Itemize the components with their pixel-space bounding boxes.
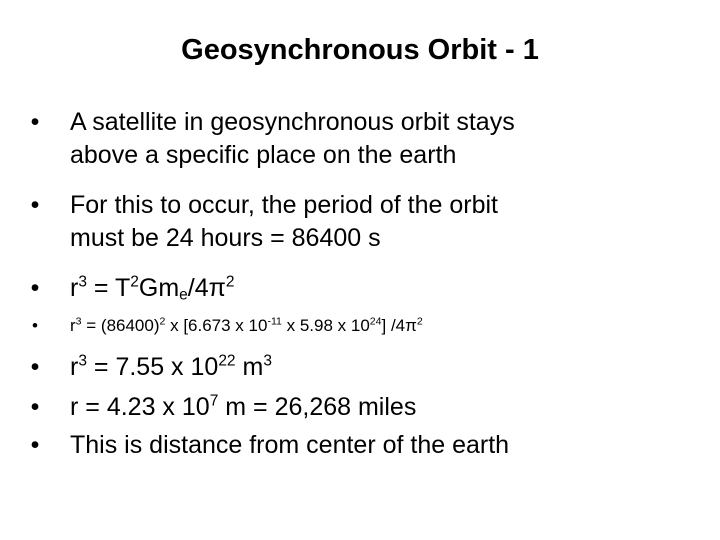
formula-substitution [70,314,710,338]
formula-part: /4π [187,274,226,302]
formula-superscript: 24 [369,315,382,328]
bullet-text [70,189,710,255]
bullet-line: This is distance from center of the earth [70,431,510,459]
formula-superscript: 7 [209,392,219,410]
formula-part: m [235,353,264,381]
formula-superscript: 3 [263,352,272,370]
formula-part: x 5.98 x 10 [281,316,370,335]
formula-superscript: 2 [225,273,235,291]
formula-part: m = 26,268 miles [218,393,417,421]
bullet-marker: • [30,274,40,302]
bullet-line: A satellite in geosynchronous orbit stays [70,108,515,136]
formula-superscript: 3 [78,352,87,370]
bullet-line: For this to occur, the period of the orbit [70,191,499,219]
formula-superscript: 3 [75,315,82,328]
formula-superscript: 2 [416,315,423,328]
bullet-marker: • [30,353,40,381]
bullet-text [70,429,710,462]
formula-part: r = 4.23 x 10 [70,393,210,421]
bullet-marker: • [30,431,40,459]
bullet-marker: • [30,191,40,219]
formula-r-cubed [70,351,710,384]
bullet-line: above a specific place on the earth [70,141,457,169]
formula-part: = (86400) [81,316,160,335]
slide-title: Geosynchronous Orbit - 1 [181,34,539,66]
bullet-marker: • [32,316,38,335]
formula-part: ] /4π [381,316,417,335]
formula-radius [70,391,710,424]
formula-superscript: 22 [218,352,236,370]
bullet-text [70,106,710,172]
formula-part: = T [86,274,131,302]
formula-superscript: 2 [130,273,139,291]
formula-part: Gm [138,274,180,302]
formula-part: r [70,316,76,335]
formula-subscript: e [179,286,188,304]
formula-part: x [6.673 x 10 [165,316,268,335]
formula-superscript: 2 [159,315,166,328]
formula-superscript: -11 [267,315,282,328]
bullet-marker: • [30,108,40,136]
formula-superscript: 3 [78,273,87,291]
formula-part: r [70,274,79,302]
formula-part: r [70,353,79,381]
formula-part: = 7.55 x 10 [86,353,219,381]
bullet-line: must be 24 hours = 86400 s [70,224,381,252]
formula-kepler [70,272,710,305]
bullet-marker: • [30,393,40,421]
